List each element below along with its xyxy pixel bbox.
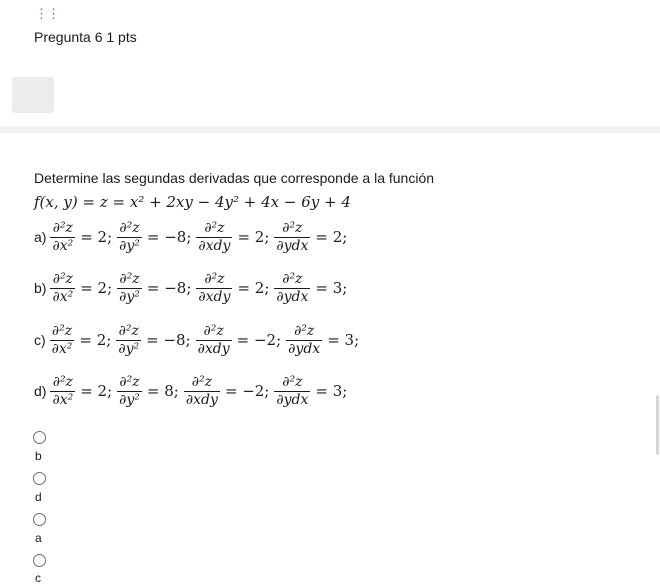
value-zxy: = 2; (237, 279, 270, 297)
value-zyx: = 3; (315, 279, 348, 297)
fraction-zyx: $\frac{\text{∂²z}}{\text{∂ydx}}$ (288, 322, 321, 357)
value-zxy: = −2; (224, 382, 270, 400)
fraction-zyx: $\frac{\text{∂²z}}{\text{∂ydx}}$ (276, 373, 309, 408)
value-zxx: = 2; (80, 228, 113, 246)
value-zyy: = −8; (146, 331, 191, 349)
choice-label: a) (34, 229, 47, 245)
choice-equation-c (34, 315, 361, 365)
fraction-zxy: $\frac{\text{∂²z}}{\text{∂xdy}}$ (185, 373, 218, 408)
fraction-zxy: $\frac{\text{∂²z}}{\text{∂xdy}}$ (198, 219, 231, 254)
section-divider (0, 126, 660, 133)
choice-equation-b (34, 263, 349, 313)
function-expression: f(x, y) = z = x² + 2xy − 4y² + 4x − 6y + 4 (34, 193, 351, 211)
fraction-zyx: $\frac{\text{∂²z}}{\text{∂ydx}}$ (276, 219, 309, 254)
fraction-zxx: $\frac{\text{∂²z}}{\text{∂x²}}$ (51, 322, 73, 357)
drag-handle-icon[interactable]: ⋮⋮ (35, 6, 59, 21)
radio-option-c[interactable] (33, 554, 46, 567)
fraction-zxx: $\frac{\text{∂²z}}{\text{∂x²}}$ (52, 219, 74, 254)
radio-option-d[interactable] (33, 472, 46, 485)
choice-equation-d (34, 366, 349, 416)
fraction-zxx: $\frac{\text{∂²z}}{\text{∂x²}}$ (52, 373, 74, 408)
fraction-zyx: $\frac{\text{∂²z}}{\text{∂ydx}}$ (276, 270, 309, 305)
radio-option-b[interactable] (33, 431, 46, 444)
fraction-zxx: $\frac{\text{∂²z}}{\text{∂x²}}$ (52, 270, 74, 305)
value-zyy: = −8; (146, 279, 192, 297)
question-action-button[interactable] (12, 77, 54, 113)
value-zyy: = −8; (146, 228, 192, 246)
radio-label-a[interactable]: a (35, 531, 42, 545)
value-zyx: = 2; (315, 228, 348, 246)
value-zxy: = 2; (237, 228, 270, 246)
value-zyx: = 3; (327, 331, 360, 349)
value-zxx: = 2; (80, 279, 113, 297)
choice-label: d) (34, 383, 47, 399)
value-zyx: = 3; (315, 382, 348, 400)
radio-option-a[interactable] (33, 513, 46, 526)
choice-label: c) (34, 332, 46, 348)
value-zyy: = 8; (146, 382, 179, 400)
choice-equation-a (34, 212, 349, 262)
radio-label-d[interactable]: d (35, 490, 42, 504)
value-zxx: = 2; (79, 331, 112, 349)
value-zxx: = 2; (80, 382, 113, 400)
radio-label-b[interactable]: b (35, 449, 42, 463)
question-prompt: Determine las segundas derivadas que corresponde a la función (34, 170, 435, 186)
fraction-zyy: $\frac{\text{∂²z}}{\text{∂y²}}$ (119, 373, 140, 408)
fraction-zyy: $\frac{\text{∂²z}}{\text{∂y²}}$ (119, 270, 140, 305)
fraction-zyy: $\frac{\text{∂²z}}{\text{∂y²}}$ (119, 219, 140, 254)
radio-label-c[interactable]: c (35, 571, 41, 585)
fraction-zxy: $\frac{\text{∂²z}}{\text{∂xdy}}$ (197, 322, 230, 357)
question-title: Pregunta 6 1 pts (34, 29, 137, 45)
value-zxy: = −2; (236, 331, 282, 349)
choice-label: b) (34, 280, 47, 296)
fraction-zyy: $\frac{\text{∂²z}}{\text{∂y²}}$ (118, 322, 140, 357)
scrollbar[interactable] (656, 395, 659, 455)
fraction-zxy: $\frac{\text{∂²z}}{\text{∂xdy}}$ (198, 270, 231, 305)
